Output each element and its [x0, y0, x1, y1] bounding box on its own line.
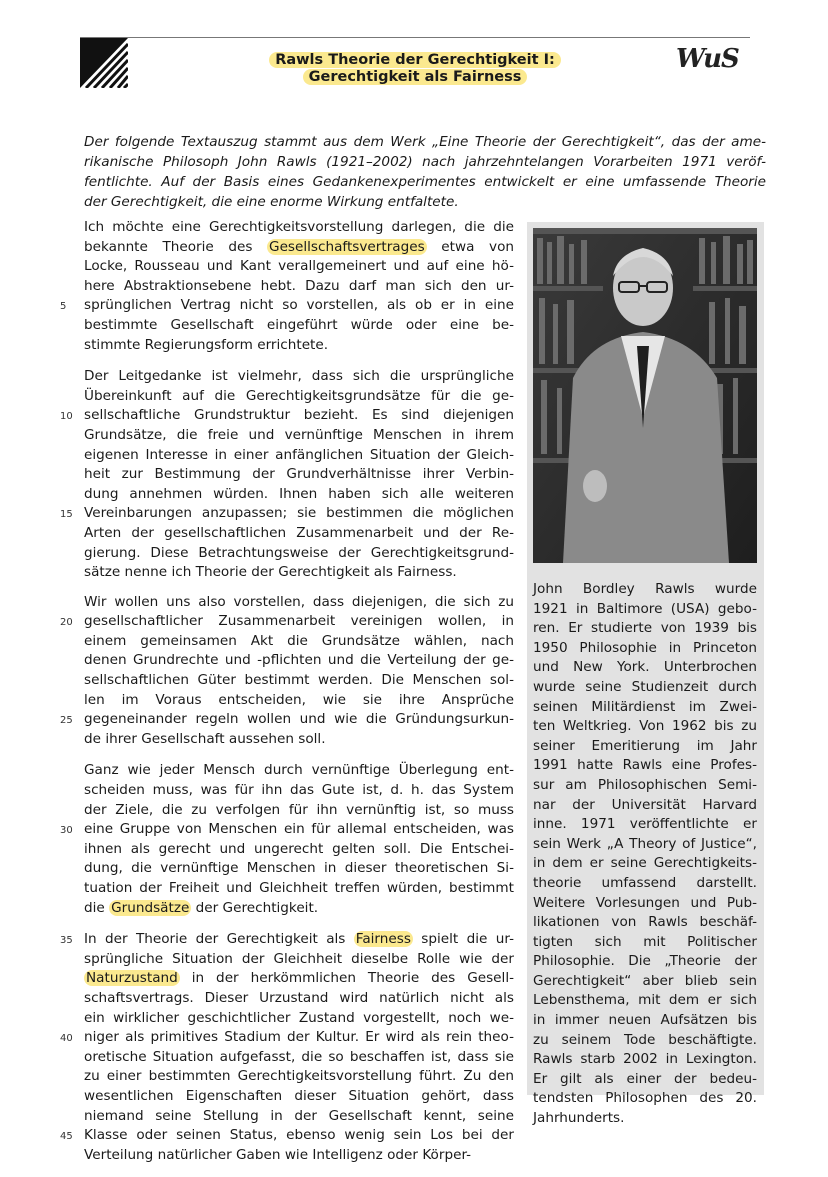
text-line: die Grundsätze der Gerechtigkeit. [84, 899, 319, 916]
intro-line: rikanische Philosoph John Rawls (1921–2002) nach jahrzehntelangen Vorarbeiten 1971 veröf- [84, 154, 766, 170]
page-title [200, 52, 630, 86]
text-line: bestimmte Gesellschaft eingeführt würde oder eine be- [84, 316, 514, 333]
intro-line: Der folgende Textauszug stammt aus dem Werk „Eine Theorie der Gerechtigkeit“, das der ame- [84, 134, 766, 150]
bio-line: Jahrhunderts. [533, 1110, 625, 1127]
text-line: sprüngliche Situation der Gleichheit dieselbe Rolle wie der [84, 950, 514, 967]
bio-line: tendsten Philosophen des 20. [533, 1090, 757, 1107]
text-line: 35 In der Theorie der Gerechtigkeit als Fairness spielt die ur- [84, 930, 514, 950]
text-line: dung, die vernünftige Menschen in dieser theoretischen Si- [84, 860, 514, 877]
bio-line: seiner Emeritierung im Jahr [533, 737, 757, 754]
intro-line: der Gerechtigkeit, die eine enorme Wirkung entfaltete. [84, 194, 459, 210]
text-line: ein wirklicher geschichtlicher Zustand vorgestellt, noch we- [84, 1009, 514, 1026]
line-number: 10 [60, 411, 73, 423]
line-number: 15 [60, 509, 73, 521]
bio-line: ren. Er studierte von 1939 bis [533, 620, 757, 637]
bio-line: und New York. Unterbrochen [533, 659, 757, 676]
text-line: Naturzustand in der herkömmlichen Theorie des Gesell- [86, 970, 514, 987]
paragraph-5 [60, 930, 514, 1165]
bio-line: 1921 in Baltimore (USA) gebo- [533, 600, 757, 617]
text-line: Locke, Rousseau und Kant verallgemeinert und auf eine hö- [84, 258, 514, 275]
text-line: schaftsvertrags. Dieser Urzustand wird natürlich nicht als [84, 989, 514, 1006]
text-line: heit zur Bestimmung der Grundverhältnisse ihrer Verbin- [84, 466, 514, 483]
text-line: 40 niger als primitives Stadium der Kultur. Er wird als rein theo- [84, 1028, 514, 1048]
text-line: 20 gesellschaftlicher Zusammenarbeit vereinigen wollen, in [84, 612, 514, 632]
bio-line: John Bordley Rawls wurde [533, 581, 757, 597]
text-line: eigenen Interesse in einer anfänglichen Situation der Gleich- [84, 446, 514, 463]
bio-line: zu seinem Tode beschäftigte. [533, 1031, 757, 1048]
text-line: Grundsätze, die freie und vernünftige Menschen in ihrem [84, 426, 514, 443]
bio-line: ten Weltkrieg. Von 1962 bis zu [533, 718, 757, 735]
bio-line: Lebensthema, mit dem er sich [533, 992, 757, 1009]
text-line: 5 sprünglichen Vertrag nicht so vorstellen, als ob er in eine [84, 296, 514, 316]
text-line: dung annehmen würden. Ihnen haben sich alle weiteren [84, 485, 514, 502]
text-line: 25 gegeneinander regeln wollen und wie die Gründungsurkun- [84, 710, 514, 730]
text-line: Ich möchte eine Gerechtigkeitsvorstellung darlegen, die die [84, 219, 514, 235]
bio-line: theorie umfassend darstellt. [533, 874, 757, 891]
text-line: bekannte Theorie des Gesellschaftsvertrages etwa von [84, 238, 514, 255]
text-line: len im Voraus entscheiden, wie sie ihre Ansprüche [84, 691, 514, 708]
title-line-2: Gerechtigkeit als Fairness [303, 69, 528, 85]
text-line: Wir wollen uns also vorstellen, dass diejenigen, die sich zu [84, 593, 514, 610]
text-line: einem gemeinsamen Akt die Grundsätze wählen, nach [84, 632, 514, 649]
bio-line: sur am Philosophischen Semi- [533, 776, 757, 793]
bio-line: Weitere Vorlesungen und Pub- [533, 894, 757, 911]
text-line: denen Grundrechte und -pflichten und die Verteilung der ge- [84, 652, 514, 669]
bio-line: nar der Universität Harvard [533, 796, 757, 813]
text-line: here Abstraktionsebene hebt. Dazu darf man sich den ur- [84, 277, 514, 294]
text-line: stimmte Regierungsform errichtete. [84, 336, 329, 353]
bio-line: likationen von Rawls beschäf- [533, 914, 757, 931]
portrait-photo [533, 228, 757, 563]
stripes-logo-icon [80, 38, 128, 88]
brand-logo: WuS [676, 44, 739, 74]
bio-line: in immer neuen Aufsätzen bis [533, 1012, 757, 1029]
text-line: Der Leitgedanke ist vielmehr, dass sich die ursprüngliche [84, 368, 514, 385]
bio-line: 1950 Philosophie in Princeton [533, 639, 757, 656]
text-line: 15 Vereinbarungen anzupassen; sie bestimmen die möglichen [84, 504, 514, 524]
paragraph-4 [60, 761, 514, 918]
text-line: de ihrer Gesellschaft aussehen soll. [84, 730, 326, 747]
line-number: 25 [60, 715, 73, 727]
paragraph-2 [60, 367, 514, 583]
text-line: wesentlichen Eigenschaften dieser Situation gehört, dass [84, 1087, 514, 1104]
bio-line: in dem er seine Gerechtigkeits- [533, 855, 757, 872]
line-number: 40 [60, 1033, 73, 1045]
title-line-1: Rawls Theorie der Gerechtigkeit I: [269, 52, 561, 68]
intro-line: fentlichte. Auf der Basis eines Gedankenexperimentes entwickelt er eine umfassende Theorie [84, 174, 766, 190]
bio-line: seinen Militärdienst im Zwei- [533, 698, 757, 715]
text-line: zu einer bestimmten Gerechtigkeitsvorstellung führt. Zu den [84, 1068, 514, 1085]
line-number: 5 [60, 301, 67, 313]
intro-text [84, 132, 766, 212]
text-line: gierung. Diese Betrachtungsweise der Gerechtigkeitsgrund- [84, 544, 514, 561]
text-line: Ganz wie jeder Mensch durch vernünftige Überlegung ent- [84, 762, 514, 779]
text-line: 45 Klasse oder seinen Status, ebenso wenig sein Los bei der [84, 1126, 514, 1146]
bio-line: Er gilt als einer der bedeu- [533, 1070, 757, 1087]
line-number: 35 [60, 935, 73, 947]
bio-line: Philosophie. Die „Theorie der [533, 953, 757, 970]
bio-line: inne. 1971 veröffentlichte er [533, 816, 757, 833]
text-line: tuation der Freiheit und Gleichheit treffen würden, bestimmt [84, 880, 514, 896]
bio-line: Rawls starb 2002 in Lexington. [533, 1051, 757, 1068]
highlighted-term: Gesellschaftsvertrages [269, 238, 425, 255]
highlighted-term: Grundsätze [111, 899, 190, 916]
text-line: oretische Situation aufgefasst, die so beschaffen ist, dass sie [84, 1048, 514, 1065]
text-line: sellschaftlichen Güter bestimmt werden. Die Menschen sol- [84, 672, 514, 689]
line-number: 45 [60, 1131, 73, 1143]
bio-line: tigten sich mit Politischer [533, 933, 757, 950]
text-line: 10 sellschaftliche Grundstruktur bezieht. Es sind diejenigen [84, 406, 514, 426]
paragraph-1 [60, 218, 514, 355]
header-rule [80, 37, 750, 38]
text-line: 30 eine Gruppe von Menschen ein für allemal entscheiden, was [84, 820, 514, 840]
line-number: 20 [60, 617, 73, 629]
highlighted-term: Naturzustand [86, 970, 178, 987]
bio-line: sein Werk „A Theory of Justice“, [533, 835, 757, 852]
bio-line: 1991 hatte Rawls eine Profes- [533, 757, 757, 774]
text-line: ihnen als gerecht und ungerecht gelten soll. Die Entschei- [84, 840, 514, 857]
bio-line: Gerechtigkeit“ aber blieb sein [533, 972, 757, 989]
text-line: niemand seine Stellung in der Gesellschaft kennt, seine [84, 1107, 514, 1124]
text-line: scheiden muss, was für ihn das Gute ist, d. h. das System [84, 782, 514, 799]
line-number: 30 [60, 825, 73, 837]
highlighted-term: Fairness [355, 931, 411, 948]
text-line: sätze nenne ich Theorie der Gerechtigkeit als Fairness. [84, 564, 457, 581]
text-line: Verteilung natürlicher Gaben wie Intelligenz oder Körper- [84, 1146, 472, 1163]
text-line: der Ziele, die zu verfolgen für ihn vernünftig ist, so muss [84, 801, 514, 818]
bio-text [533, 580, 757, 1129]
main-text [60, 218, 514, 1177]
paragraph-3 [60, 593, 514, 750]
text-line: Übereinkunft auf die Gerechtigkeitsgrundsätze für die ge- [84, 387, 514, 404]
bio-line: wurde seine Studienzeit durch [533, 678, 757, 695]
text-line: Arten der gesellschaftlichen Zusammenarbeit und der Re- [84, 524, 514, 541]
